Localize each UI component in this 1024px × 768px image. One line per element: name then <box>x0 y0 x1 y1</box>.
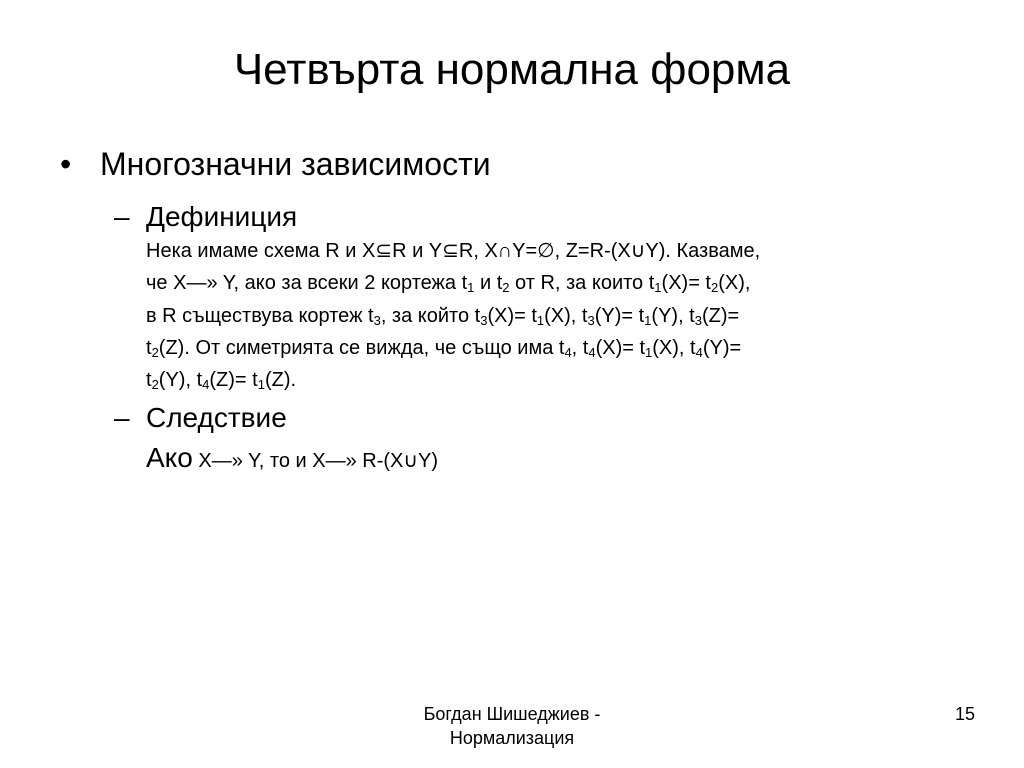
subscript: 4 <box>695 344 703 360</box>
subscript: 1 <box>644 312 652 328</box>
subscript: 2 <box>151 344 159 360</box>
subscript: 3 <box>373 312 381 328</box>
subscript: 4 <box>564 344 572 360</box>
consequence-heading: Следствие <box>146 402 287 433</box>
subscript: 1 <box>257 377 265 393</box>
definition-line <box>146 235 966 267</box>
text-run: (Z). <box>264 369 297 392</box>
dash-symbol: – <box>114 201 130 232</box>
consequence-text: X—» Y, то и X—» R-(X∪Y) <box>192 450 439 472</box>
consequence-lead: Ако <box>146 442 193 473</box>
slide-title: Четвърта нормална форма <box>233 45 791 94</box>
subscript: 2 <box>710 280 719 296</box>
footer-author <box>362 702 662 751</box>
text-run: t <box>146 369 152 392</box>
text-run: (Y), t <box>651 304 695 327</box>
definition-heading-row <box>114 200 297 234</box>
text-run: в R съществува кортеж t <box>146 304 374 327</box>
subscript: 4 <box>588 344 596 360</box>
text-run: (Y)= t <box>594 304 645 327</box>
definition-line <box>146 300 966 332</box>
text-run: (X)= t <box>595 336 646 359</box>
subscript: 3 <box>694 312 702 328</box>
definition-paragraph <box>146 235 966 396</box>
consequence-heading-row <box>114 401 287 435</box>
text-run: (X), t <box>652 336 696 359</box>
text-run: от R, за които t <box>509 272 655 295</box>
text-run: (Z)= t <box>209 369 258 392</box>
subscript: 2 <box>151 377 159 393</box>
page-number: 15 <box>954 704 975 724</box>
definition-line <box>146 332 966 364</box>
text-run: (Z)= <box>701 304 740 327</box>
subscript: 1 <box>654 280 662 296</box>
text-run: Нека имаме схема R и X⊆R и Y⊆R, X∩Y=∅, Z=R-(X∪Y). Казваме, <box>146 240 761 262</box>
subscript: 1 <box>645 344 653 360</box>
definition-line <box>146 267 966 299</box>
subscript: 3 <box>480 312 488 328</box>
text-run: , t <box>571 336 589 359</box>
text-run: че X—» Y, ако за всеки 2 кортежа t <box>146 272 468 295</box>
definition-heading: Дефиниция <box>146 201 298 232</box>
consequence-text-line <box>146 441 438 475</box>
footer-line-2: Нормализация <box>449 728 575 749</box>
text-run: (Y), t <box>158 369 203 392</box>
subscript: 1 <box>467 280 475 296</box>
subscript: 1 <box>536 312 545 328</box>
bullet-text: Многозначни зависимости <box>100 146 491 182</box>
text-run: , за който t <box>380 304 481 327</box>
text-run: (X), <box>718 272 751 295</box>
subscript: 4 <box>202 377 210 393</box>
subscript: 2 <box>502 280 510 296</box>
subscript: 3 <box>587 312 595 328</box>
text-run: (X)= t <box>487 304 537 327</box>
text-run: (X)= t <box>661 272 711 295</box>
text-run: (X), t <box>544 304 588 327</box>
text-run: и t <box>474 272 503 295</box>
bullet-symbol: • <box>60 146 72 182</box>
text-run: (Y)= <box>702 336 742 359</box>
definition-line <box>146 364 966 396</box>
text-run: t <box>146 336 152 359</box>
dash-symbol: – <box>114 402 130 433</box>
footer-line-1: Богдан Шишеджиев - <box>423 704 601 724</box>
bullet-item <box>60 145 491 183</box>
text-run: (Z). От симетрията се вижда, че също има t <box>158 336 565 359</box>
